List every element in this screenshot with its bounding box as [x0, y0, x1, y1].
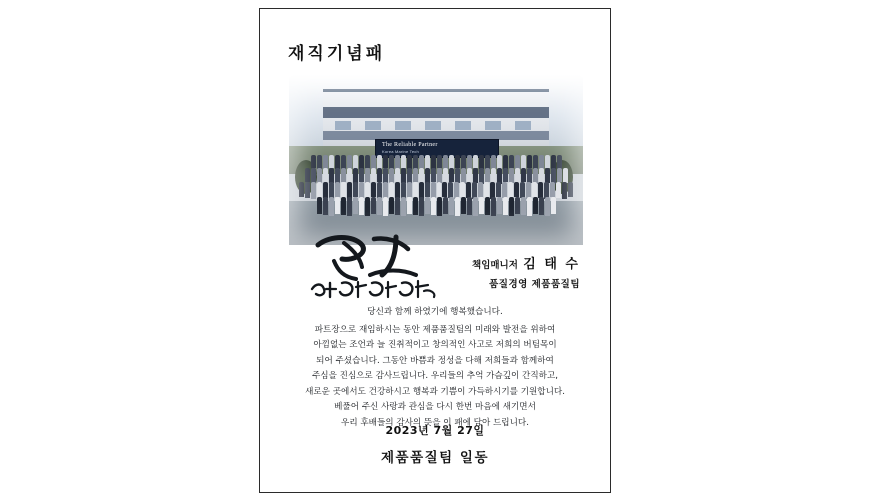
recipient-name-line	[472, 253, 580, 272]
plaque-footer	[268, 422, 602, 466]
recipient-block	[472, 253, 580, 290]
message-line: 주심을 진심으로 감사드립니다. 우리들의 추억 가슴깊이 간직하고,	[312, 371, 558, 381]
message-line: 파트장으로 재임하시는 동안 제품품질팀의 미래와 발전을 위하여	[314, 324, 556, 335]
signboard-primary-text: The Reliable Partner	[382, 142, 438, 148]
message-body	[286, 305, 584, 431]
message-line: 우리 후배들의 감사의 뜻을 이 패에 담아 드립니다.	[341, 417, 529, 428]
issue-date: 2023년 7월 27일	[385, 424, 485, 437]
message-line: 당신과 함께 하였기에 행복했습니다.	[367, 307, 503, 317]
issuer-name: 제품품질팀 일동	[381, 450, 489, 466]
recipient-name: 김 태 수	[523, 257, 580, 272]
plaque-inner-frame	[268, 17, 602, 484]
commemorative-plaque	[259, 8, 611, 493]
message-line: 새로운 곳에서도 건강하시고 행복과 기쁨이 가득하시기를 기원합니다.	[305, 386, 565, 397]
calligraphy-signature	[304, 231, 444, 305]
recipient-role: 책임매니저	[472, 260, 518, 271]
message-line: 아낌없는 조언과 늘 진취적이고 창의적인 사고로 저희의 버팀목이	[313, 340, 557, 350]
group-photo	[289, 75, 583, 245]
page-title: 재직기념패	[288, 44, 386, 64]
recipient-team: 품질경영 제품품질팀	[489, 279, 580, 290]
photo-vignette	[289, 75, 583, 245]
message-line: 되어 주셨습니다. 그동안 바쁨과 정성을 다해 저희들과 함께하여	[316, 355, 554, 366]
signboard-secondary-text: Korea Marine Tech	[382, 149, 419, 154]
message-line: 베풀어 주신 사랑과 관심을 다시 한번 마음에 새기면서	[334, 402, 536, 412]
